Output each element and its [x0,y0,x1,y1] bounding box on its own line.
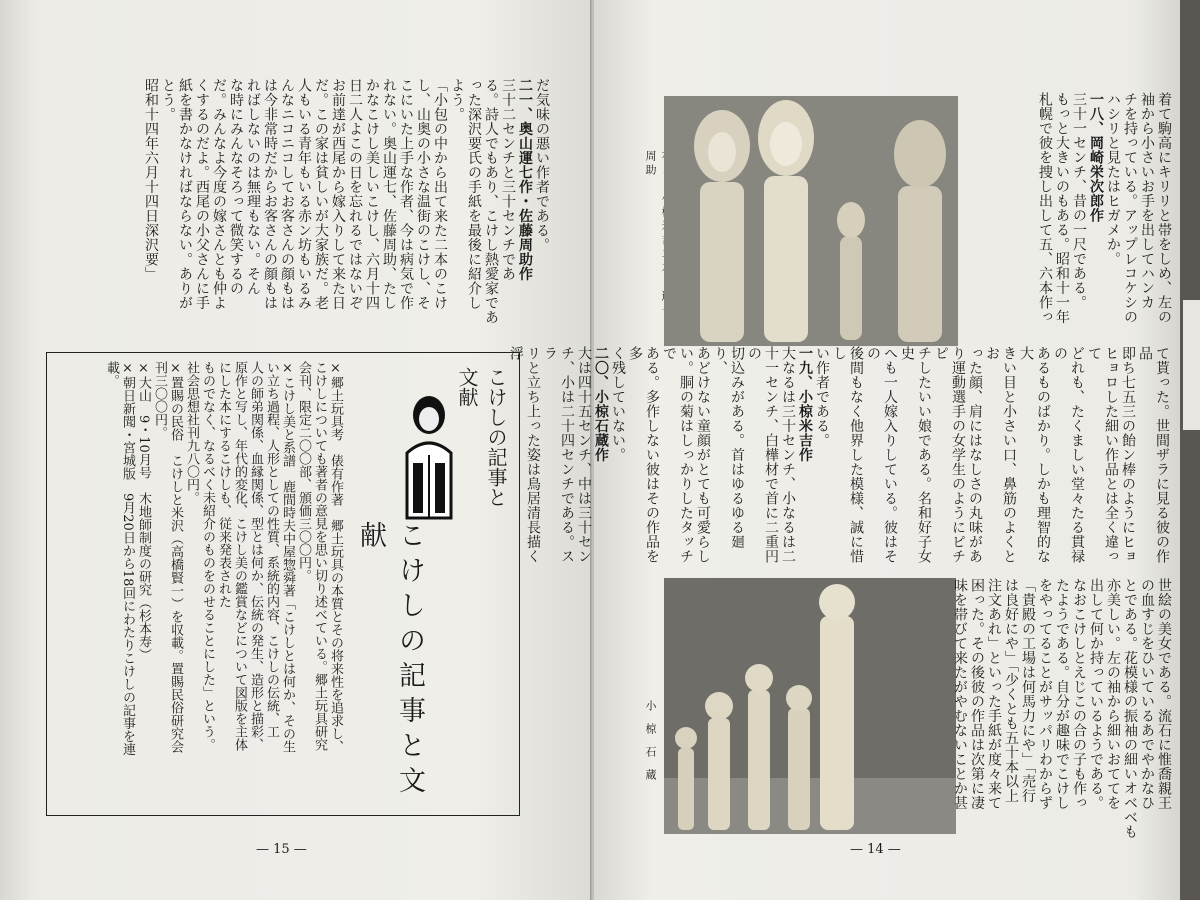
right-bottom-text [952,578,1172,840]
text-line: れない。奥山運七、佐藤周助、たし [381,78,397,310]
text-line: 紙を書かなければならない。ありが [177,78,193,310]
text-line: な時にみんなそろって微笑するの [228,78,244,296]
text-line: 一八、岡崎栄次郎作 [1088,92,1104,223]
text-line: い作者である。 [814,346,830,448]
text-line: 原作と写し、年代的変化、こけし美の鑑賞などについて図版を主体 [232,361,247,751]
text-line: んなニコニコしてお客さんの顔もは [279,78,295,310]
articles-list [53,361,343,805]
text-line: 日二人よこの日を忘れるではないぞ [347,78,363,310]
text-line: とである。花模様の振袖の細いオベベも [1122,578,1138,839]
text-line: 切込みがある。首はゆるゆる廻り、 [712,346,745,549]
text-line: い立ち過程、人形としての性質、系統的内容、こけしの伝統、工 [264,361,279,738]
kokeshi-dolls-image [664,96,958,346]
text-line: 載。 [104,361,119,387]
text-line: い。胴の菊はしっかりしたタッチで [661,346,694,564]
page-tab-edge [1183,300,1200,430]
text-line: こにいた上手な作者、今は病気で作 [398,78,414,310]
text-line: 即ち七五三の飴ン棒のようにヒョ [1120,346,1136,564]
text-line: 二〇、小椋石蔵作 [593,346,609,462]
text-line: 二一、奥山運七作・佐藤周助作 [517,78,533,281]
text-line: り運動選手の女学生のようにピチピ [933,346,966,564]
text-line: ればしないのは無理もない。そん [245,78,261,296]
text-line: ハシリと見たはヒガメか。 [1105,92,1121,266]
text-line: あどけない童顔がとても可愛らし [695,346,711,564]
text-line: ×置賜の民俗 こけしと米沢（高橋賢一）を収載。置賜民俗研究会 [168,361,183,753]
text-line: し、山奥の小さな温街のこけし、そ [415,78,431,310]
articles-logo-text: こけしの記事と文献 [455,367,508,507]
text-line: 「小包の中から出て来た二本のこけ [432,78,448,310]
text-line: 亦美しい。左の袖から細いおててを [1105,578,1121,810]
text-line: 昭和十四年六月十四日深沢要」 [143,78,159,281]
text-line: 人の師弟関係、血縁関係、型とは何か、伝統の発生、造形と描彩、 [248,361,263,751]
text-line: 刊三〇〇円。 [152,361,167,439]
right-top-text [972,92,1172,340]
text-line: をやってることがサッパリわからず [1037,578,1053,810]
text-line: ×こけし美と系譜 鹿間時夫中屋惣舜著「こけしとは何か、その生 [280,361,295,753]
woman-illustration-icon [399,393,459,523]
text-line: チしたいい娘である。名和好子女史 [899,346,932,564]
text-line: は良好にや」「少くとも五十本以上 [1003,578,1019,803]
right-middle-text [508,346,1170,572]
text-line: 世絵の美女である。流石に惟喬親王 [1156,578,1172,810]
text-line: 困った。その後彼の作品は次第に凄 [969,578,985,810]
text-line: 三十一センチ、昔の一尺である。 [1071,92,1087,310]
text-line: だ。みんなよ今度の嫁さんとも仲よ [211,78,227,310]
text-line: お前達が西尾から嫁入りして来た日 [330,78,346,310]
text-line: 大なるは三十センチ、小なるは二 [780,346,796,564]
text-line: 後間もなく他界した模様、誠に惜し [831,346,864,564]
text-line: もっと大きいのもある。昭和十一年 [1054,92,1070,324]
text-line: ヒョロした細い作品とは全く違って [1086,346,1119,564]
text-line: ×大山 9・10月号 木地師制度の研究（杉本寿） [136,361,151,661]
text-line: くするのだよ。西尾の小父さんに手 [194,78,210,310]
text-line: 味を帯びて来たがやむないことか甚 [952,578,968,810]
text-line: 袖から小さいお手を出してハンカ [1139,92,1155,310]
text-line: 会刊、限定二〇〇部、頒価三〇〇円。 [296,361,311,582]
text-line: 十一センチ、白樺材で首に二重円の [746,346,779,564]
text-line: 一九、小椋米吉作 [797,346,813,462]
text-line: 「貴殿の工場は何馬力にや」「売行 [1020,578,1036,803]
text-line: かなこけし美しいこけし、六月十四 [364,78,380,310]
text-line: の血すじをひいているあでやかなひ [1139,578,1155,810]
text-line: だ気味の悪い作者である。 [534,78,550,252]
text-line: チを持っている。アップレコケシの [1122,92,1138,324]
text-line: だ。この家は貧しいが大家族だ。老 [313,78,329,310]
text-line: は今非常時だからお客さんの顔もは [262,78,278,310]
text-line: ある。多作しない彼はその作品を多 [627,346,660,564]
text-line: 大は四十五センチ、中は三十セン [576,346,592,564]
text-line: 人もいる青年もいる赤ン坊もいるみ [296,78,312,310]
text-line: へも一人嫁入りしている。彼はその [865,346,898,564]
kokeshi-photo-1 [664,96,958,346]
text-line: 三十二センチと三十センチであ [500,78,516,281]
table-background [1180,0,1200,900]
text-line: きい目と小さい口、鼻筋のよくとお [984,346,1017,564]
text-line: とう。 [160,78,176,122]
page-number-14: — 14 — [850,842,901,857]
text-line: 注文あれ」といった手紙が度々来て [986,578,1002,810]
photo2-caption: 小椋石蔵 [644,700,657,792]
text-line: よう。 [449,78,465,122]
left-page [0,0,592,900]
kokeshi-ishizo-image [664,578,956,834]
text-line: る。詩人でもあり、こけし熱愛家であ [483,78,499,325]
page-number-15: — 15 — [256,842,307,857]
kokeshi-articles-box [46,352,520,816]
text-line: ×朝日新聞・宮城版 9月20日から18回にわたりこけしの記事を連 [120,361,135,756]
left-page-text [40,78,550,350]
text-line: あるものばかり。しかも理智的な大 [1018,346,1051,564]
text-line: て貰った。世間ザラに見る彼の作品 [1137,346,1170,564]
text-line: 着て駒高にキリリと帯をしめ、左の [1156,92,1172,324]
text-line: にした本にするこけしも、従来発表された [216,361,231,608]
text-line: 札幌で彼を捜し出して五、六本作っ [1037,92,1053,324]
text-line: った深沢要氏の手紙を最後に紹介し [466,78,482,310]
text-line: ×郷土玩具考 俵有作著 郷土玩具の本質とその将来性を追求し、 [328,361,343,753]
text-line: った顔、肩にはなしさの丸味があ [967,346,983,564]
text-line: く残していない。 [610,346,626,462]
text-line: リと立ち上った姿は鳥居清長描く浮 [508,346,541,564]
articles-logo [397,363,517,513]
text-line: 出して何か持っているようである。 [1088,578,1104,810]
text-line: 社会思想社刊九八〇円。 [184,361,199,504]
articles-section-title: こけしの記事と文献 [355,521,425,801]
text-line: ものでなく、なるべく未紹介のものをのせることにした」という。 [200,361,215,751]
photo1-caption: 周助 [644,150,657,178]
kokeshi-photo-2 [664,578,956,834]
text-line: こけしについても著者の意見を思い切り述べている。郷土玩具研究 [312,361,327,751]
text-line: チ、小は二十四センチである。スラ [542,346,575,564]
text-line: どれも、たくましい堂々たる貫禄の [1052,346,1085,564]
text-line: なおこけしとえじこの合の子も作っ [1071,578,1087,810]
text-line: たようである。自分が趣味でこけし [1054,578,1070,810]
